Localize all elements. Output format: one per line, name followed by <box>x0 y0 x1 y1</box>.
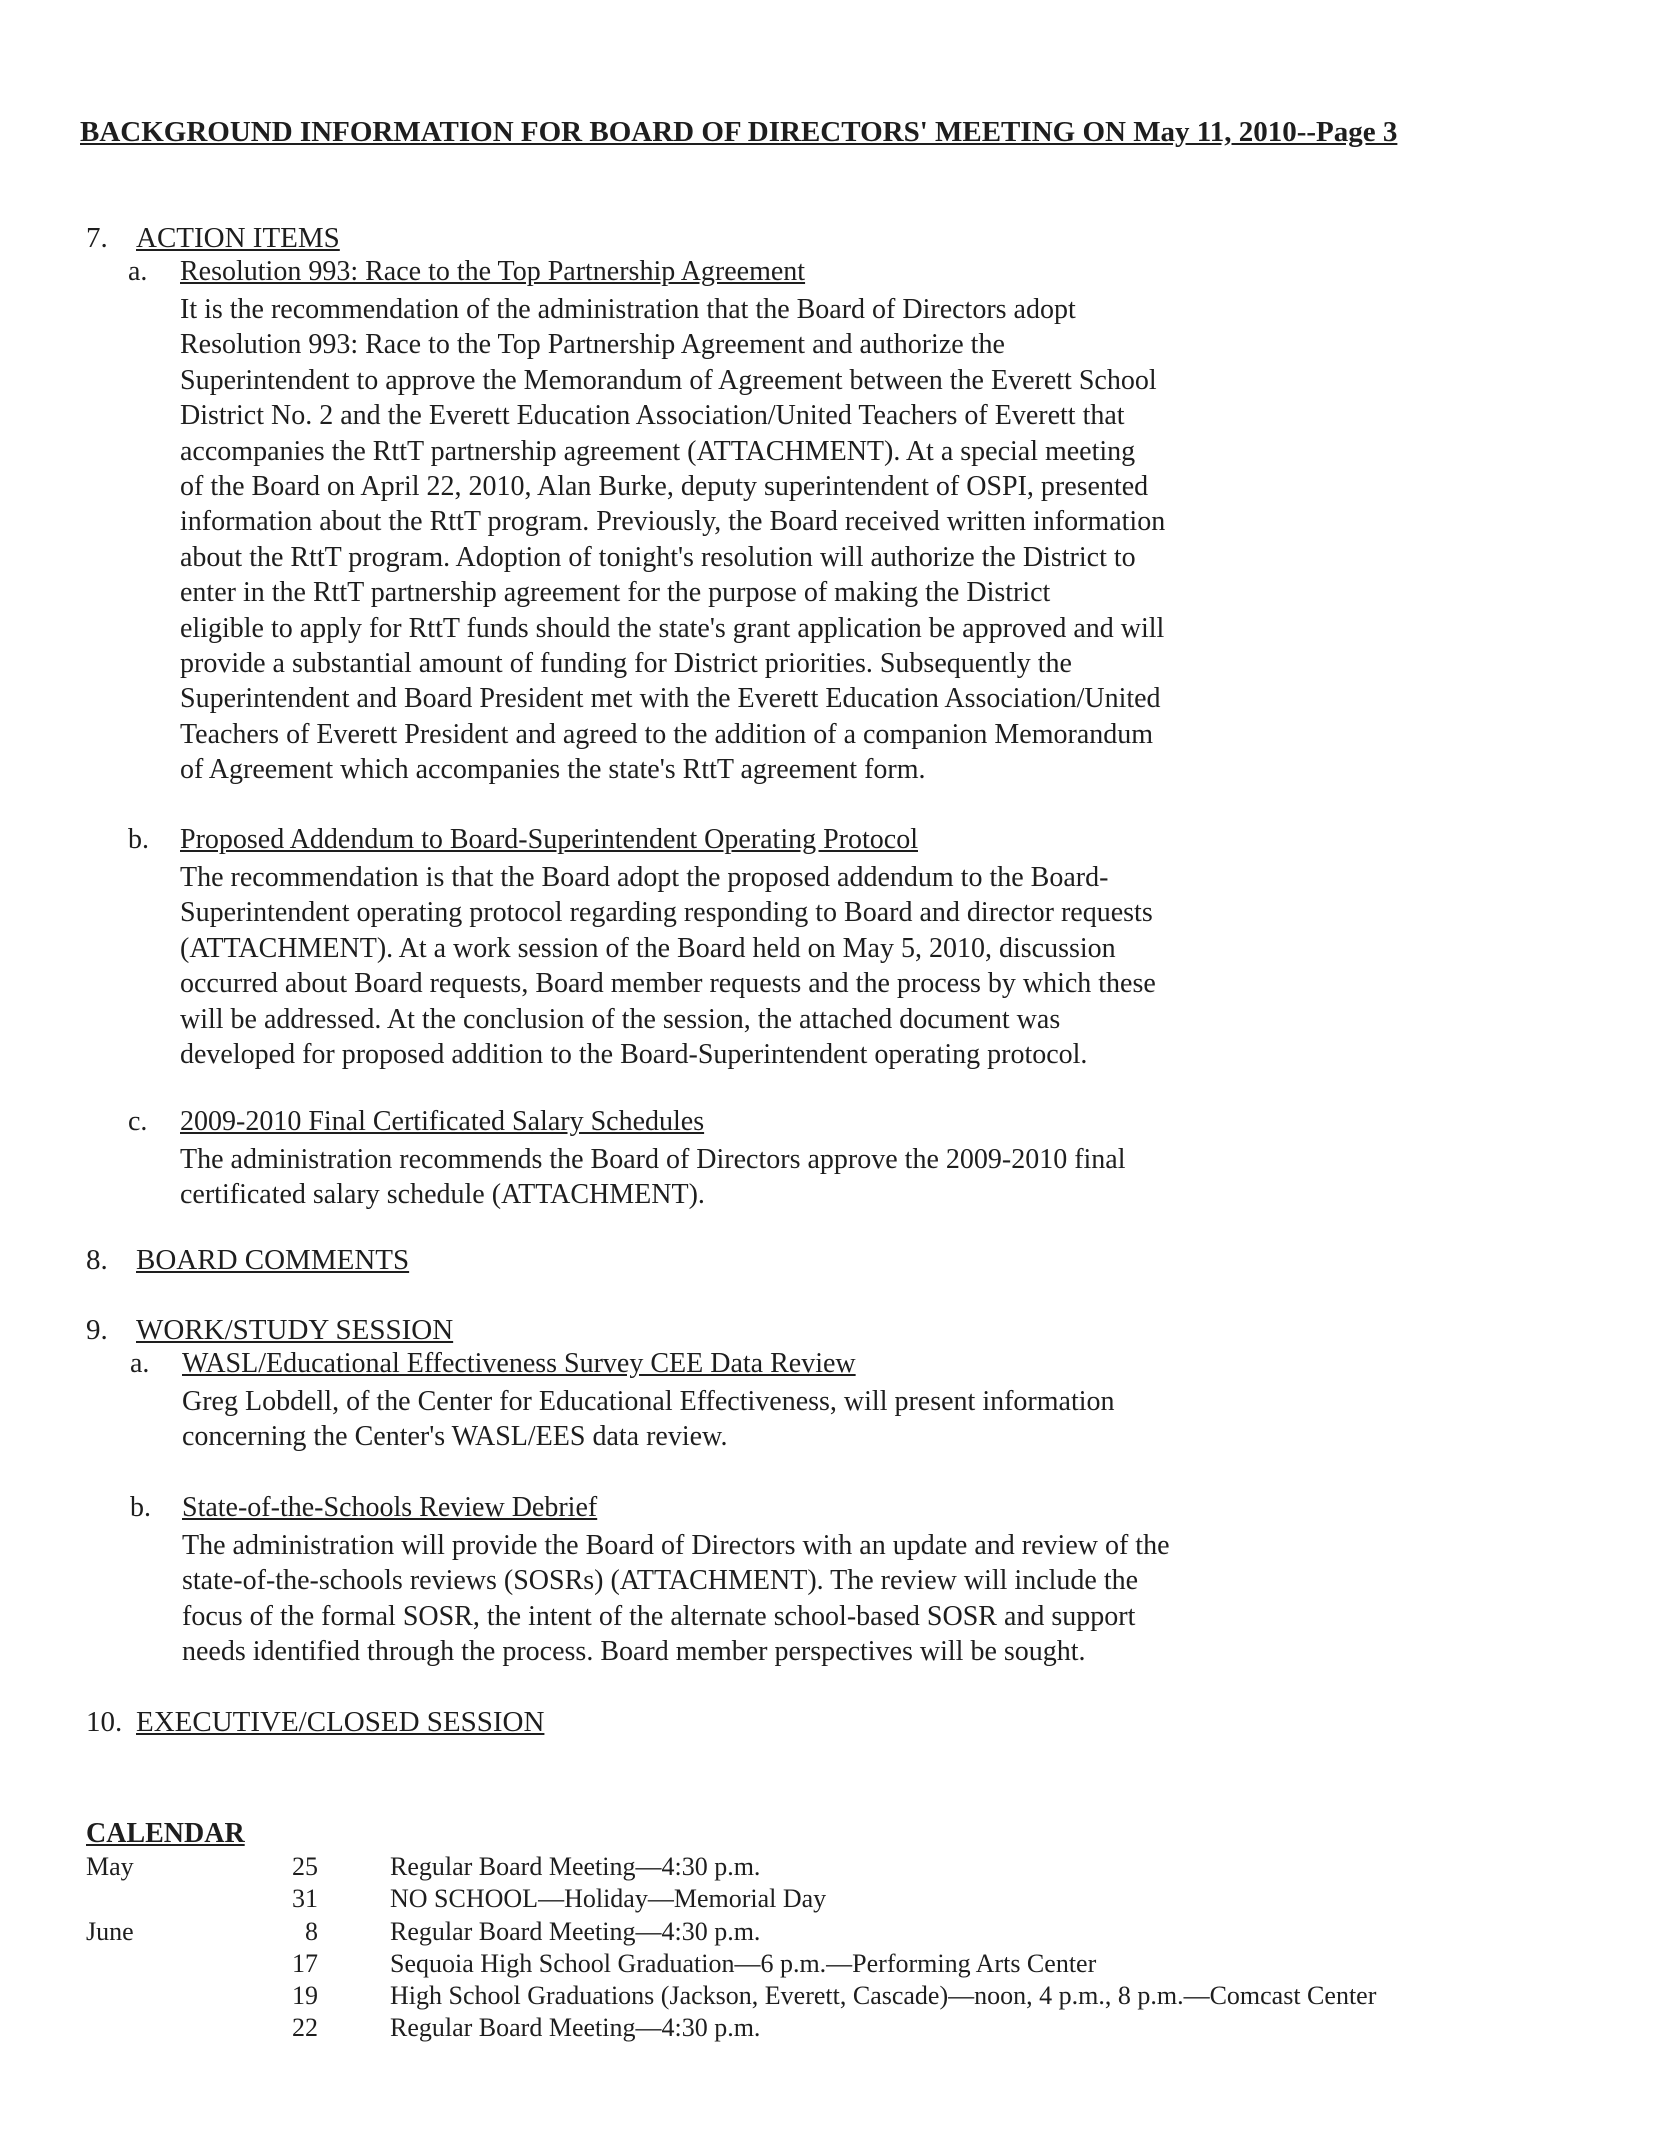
section-number: 7. <box>86 222 108 254</box>
section-title: ACTION ITEMS <box>136 222 340 254</box>
body-line: about the RttT program. Adoption of tonight's resolution will authorize the District to <box>180 541 1136 573</box>
body-line: It is the recommendation of the administration that the Board of Directors adopt <box>180 294 1076 325</box>
section-number: 8. <box>86 1244 108 1276</box>
body-line: provide a substantial amount of funding for District priorities. Subsequently the <box>180 648 1072 680</box>
calendar-heading: CALENDAR <box>86 1818 245 1849</box>
item-letter: c. <box>128 1106 148 1137</box>
calendar-month: May <box>86 1852 134 1881</box>
section-7-heading <box>86 222 340 255</box>
body-line: Superintendent to approve the Memorandum of Agreement between the Everett School <box>180 364 1157 396</box>
section-8-heading <box>86 1244 409 1277</box>
calendar-event: NO SCHOOL—Holiday—Memorial Day <box>390 1884 827 1913</box>
item-body <box>182 1528 1170 1670</box>
body-line: focus of the formal SOSR, the intent of the alternate school-based SOSR and support <box>182 1600 1136 1632</box>
body-line: Greg Lobdell, of the Center for Educational Effectiveness, will present information <box>182 1386 1115 1417</box>
body-line: accompanies the RttT partnership agreement (ATTACHMENT). At a special meeting <box>180 435 1136 467</box>
item-letter: b. <box>130 1492 151 1523</box>
item-body <box>180 292 1165 788</box>
body-line: will be addressed. At the conclusion of the session, the attached document was <box>180 1003 1061 1035</box>
page-header: BACKGROUND INFORMATION FOR BOARD OF DIRECTORS' MEETING ON May 11, 2010--Page 3 <box>80 116 1398 148</box>
item-title: Resolution 993: Race to the Top Partnership Agreement <box>180 256 806 287</box>
body-line: The administration recommends the Board of Directors approve the 2009-2010 final <box>180 1144 1126 1175</box>
section-number: 10. <box>86 1706 123 1738</box>
item-letter: a. <box>128 256 148 287</box>
calendar-day: 19 <box>292 1981 318 2010</box>
body-line: (ATTACHMENT). At a work session of the Board held on May 5, 2010, discussion <box>180 932 1116 964</box>
body-line: Teachers of Everett President and agreed to the addition of a companion Memorandum <box>180 718 1154 750</box>
item-title: State-of-the-Schools Review Debrief <box>182 1492 598 1523</box>
body-line: occurred about Board requests, Board member requests and the process by which these <box>180 968 1156 1000</box>
item-letter: a. <box>130 1348 150 1379</box>
item-title: WASL/Educational Effectiveness Survey CEE Data Review <box>182 1348 856 1379</box>
section-9-heading <box>86 1314 453 1347</box>
item-title: 2009-2010 Final Certificated Salary Schedules <box>180 1106 705 1137</box>
body-line: concerning the Center's WASL/EES data review. <box>182 1421 728 1453</box>
body-line: The administration will provide the Board of Directors with an update and review of the <box>182 1530 1170 1561</box>
body-line: certificated salary schedule (ATTACHMENT). <box>180 1179 705 1211</box>
section-title: EXECUTIVE/CLOSED SESSION <box>136 1706 545 1738</box>
calendar-event: Regular Board Meeting—4:30 p.m. <box>390 1852 761 1881</box>
body-line: Superintendent operating protocol regarding responding to Board and director requests <box>180 897 1153 929</box>
body-line: The recommendation is that the Board adopt the proposed addendum to the Board- <box>180 862 1109 893</box>
body-line: state-of-the-schools reviews (SOSRs) (ATTACHMENT). The review will include the <box>182 1565 1139 1597</box>
body-line: enter in the RttT partnership agreement for the purpose of making the District <box>180 577 1051 609</box>
body-line: information about the RttT program. Previously, the Board received written information <box>180 506 1166 538</box>
body-line: developed for proposed addition to the Board-Superintendent operating protocol. <box>180 1039 1088 1071</box>
body-line: eligible to apply for RttT funds should the state's grant application be approved and will <box>180 612 1165 644</box>
body-line: of the Board on April 22, 2010, Alan Burke, deputy superintendent of OSPI, presented <box>180 471 1149 503</box>
calendar-event: High School Graduations (Jackson, Everett, Cascade)—noon, 4 p.m., 8 p.m.—Comcast Center <box>390 1981 1377 2010</box>
item-body <box>182 1384 1115 1455</box>
calendar-event: Sequoia High School Graduation—6 p.m.—Performing Arts Center <box>390 1949 1097 1978</box>
section-10-heading <box>86 1706 544 1739</box>
section-title: BOARD COMMENTS <box>136 1244 410 1276</box>
item-title: Proposed Addendum to Board-Superintendent Operating Protocol <box>180 824 918 855</box>
item-body <box>180 1142 1126 1213</box>
calendar-day: 8 <box>305 1917 318 1946</box>
item-body <box>180 860 1156 1072</box>
body-line: District No. 2 and the Everett Education Association/United Teachers of Everett that <box>180 400 1125 432</box>
calendar-day: 31 <box>292 1884 318 1913</box>
calendar-day: 22 <box>292 2013 318 2042</box>
item-letter: b. <box>128 824 149 855</box>
calendar-event: Regular Board Meeting—4:30 p.m. <box>390 1917 761 1946</box>
calendar-event: Regular Board Meeting—4:30 p.m. <box>390 2013 761 2042</box>
calendar-month: June <box>86 1917 134 1946</box>
section-number: 9. <box>86 1314 108 1346</box>
body-line: Superintendent and Board President met with the Everett Education Association/United <box>180 683 1161 715</box>
calendar-day: 17 <box>292 1949 318 1978</box>
calendar-day: 25 <box>292 1852 318 1881</box>
body-line: of Agreement which accompanies the state's RttT agreement form. <box>180 754 926 786</box>
section-title: WORK/STUDY SESSION <box>136 1314 454 1346</box>
body-line: needs identified through the process. Board member perspectives will be sought. <box>182 1636 1086 1668</box>
body-line: Resolution 993: Race to the Top Partnership Agreement and authorize the <box>180 329 1005 361</box>
